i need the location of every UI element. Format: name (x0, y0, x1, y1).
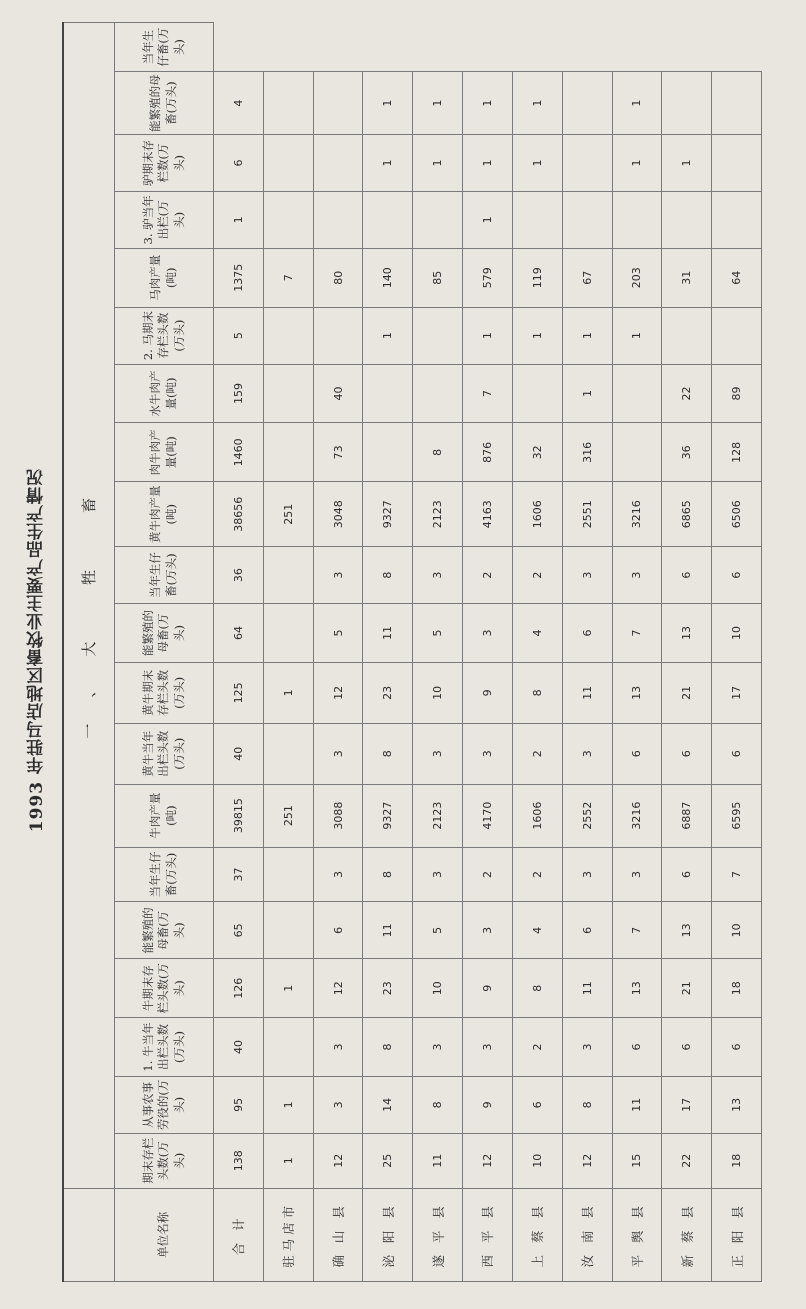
table-cell: 3 (313, 1076, 363, 1133)
table-cell: 1606 (512, 784, 562, 847)
column-header-6: 当年生仔畜(万头) (115, 847, 214, 902)
table-cell: 3 (562, 847, 612, 902)
row-unit-name: 新 蔡 县 (662, 1188, 712, 1281)
table-cell: 37 (214, 847, 264, 902)
table-cell: 6 (662, 1018, 712, 1077)
table-cell: 18 (712, 959, 762, 1018)
table-cell: 40 (313, 364, 363, 423)
row-unit-name: 正 阳 县 (712, 1188, 762, 1281)
column-header-8: 黄牛当年出栏头数(万头) (115, 723, 214, 784)
table-cell (712, 307, 762, 364)
table-cell: 3 (413, 1018, 463, 1077)
column-header-4: 牛期末存栏头数(万头) (115, 959, 214, 1018)
table-cell (263, 364, 313, 423)
table-cell: 32 (512, 423, 562, 482)
table-cell: 25 (363, 1133, 413, 1188)
table-cell: 1 (463, 307, 513, 364)
column-header-5: 能繁殖的母畜(万头) (115, 902, 214, 959)
table-cell: 8 (363, 723, 413, 784)
table-cell: 12 (463, 1133, 513, 1188)
table-cell: 40 (214, 723, 264, 784)
table-cell (562, 135, 612, 192)
table-cell: 13 (662, 604, 712, 663)
table-cell: 3 (413, 547, 463, 604)
table-cell: 3 (313, 547, 363, 604)
table-cell: 23 (363, 662, 413, 723)
table-cell (313, 135, 363, 192)
table-cell (712, 72, 762, 135)
table-cell: 1 (363, 135, 413, 192)
table-cell: 6506 (712, 482, 762, 547)
table-cell: 4 (512, 902, 562, 959)
table-cell: 1 (612, 72, 662, 135)
table-cell: 1 (512, 135, 562, 192)
table-cell: 3088 (313, 784, 363, 847)
table-cell: 64 (214, 604, 264, 663)
table-cell: 2 (512, 1018, 562, 1077)
table-cell: 12 (313, 959, 363, 1018)
table-cell: 11 (363, 902, 413, 959)
table-cell: 7 (263, 248, 313, 307)
table-cell (313, 191, 363, 248)
table-cell: 5 (413, 902, 463, 959)
table-cell: 36 (662, 423, 712, 482)
row-unit-name: 合 计 (214, 1188, 264, 1281)
table-cell: 12 (562, 1133, 612, 1188)
table-cell: 10 (512, 1133, 562, 1188)
table-cell: 579 (463, 248, 513, 307)
column-header-12: 黄牛肉产量(吨) (115, 482, 214, 547)
column-header-14: 水牛肉产量(吨) (115, 364, 214, 423)
table-cell (363, 364, 413, 423)
table-cell (263, 547, 313, 604)
table-cell: 10 (413, 662, 463, 723)
table-cell: 22 (662, 364, 712, 423)
table-cell: 13 (712, 1076, 762, 1133)
page-title (16, 70, 56, 1230)
table-cell: 6595 (712, 784, 762, 847)
table-cell: 6 (612, 723, 662, 784)
table-cell: 6 (662, 547, 712, 604)
table-cell: 8 (413, 1076, 463, 1133)
table-cell: 64 (712, 248, 762, 307)
table-cell: 251 (263, 482, 313, 547)
table-cell: 876 (463, 423, 513, 482)
table-cell (562, 72, 612, 135)
table-cell: 95 (214, 1076, 264, 1133)
table-cell (662, 191, 712, 248)
table-cell: 1 (363, 307, 413, 364)
table-cell: 8 (413, 423, 463, 482)
section-title: 一、大 牲 畜 (63, 23, 115, 1189)
table-cell: 80 (313, 248, 363, 307)
column-header-11: 当年生仔畜(万头) (115, 547, 214, 604)
table-cell: 6 (313, 902, 363, 959)
column-header-3: 1. 牛当年出栏头数(万头) (115, 1018, 214, 1077)
table-cell: 8 (363, 847, 413, 902)
livestock-table (62, 22, 762, 1282)
column-header-2: 从事农事劳役的(万头) (115, 1076, 214, 1133)
table-cell: 8 (512, 662, 562, 723)
table-cell (363, 191, 413, 248)
column-header-7: 牛肉产量(吨) (115, 784, 214, 847)
column-header-16: 马肉产量(吨) (115, 248, 214, 307)
table-cell: 5 (313, 604, 363, 663)
table-cell (263, 307, 313, 364)
column-header-row (115, 23, 214, 1282)
table-cell: 9327 (363, 482, 413, 547)
table-cell: 3 (463, 902, 513, 959)
table-cell: 8 (363, 1018, 413, 1077)
table-cell: 119 (512, 248, 562, 307)
table-cell: 1 (662, 135, 712, 192)
table-cell: 4 (512, 604, 562, 663)
table-cell: 1 (214, 191, 264, 248)
table-cell: 21 (662, 662, 712, 723)
table-cell: 3 (562, 1018, 612, 1077)
table-cell: 1 (263, 1076, 313, 1133)
table-cell (612, 423, 662, 482)
table-cell (512, 191, 562, 248)
table-cell: 14 (363, 1076, 413, 1133)
table-cell: 39815 (214, 784, 264, 847)
row-unit-name: 西 平 县 (463, 1188, 513, 1281)
table-cell: 2 (512, 847, 562, 902)
table-cell: 159 (214, 364, 264, 423)
table-cell: 125 (214, 662, 264, 723)
table-cell: 2 (463, 547, 513, 604)
table-cell: 2123 (413, 784, 463, 847)
table-cell: 1460 (214, 423, 264, 482)
table-cell: 3216 (612, 482, 662, 547)
table-cell: 1606 (512, 482, 562, 547)
table-cell: 2552 (562, 784, 612, 847)
table-cell: 12 (313, 1133, 363, 1188)
table-cell: 3 (562, 547, 612, 604)
table-cell: 1 (562, 307, 612, 364)
table-cell: 6865 (662, 482, 712, 547)
row-unit-name: 驻马店市 (263, 1188, 313, 1281)
table-cell: 3 (562, 723, 612, 784)
table-cell: 2551 (562, 482, 612, 547)
table-cell (263, 1018, 313, 1077)
table-cell: 17 (712, 662, 762, 723)
table-cell: 1 (562, 364, 612, 423)
table-cell: 11 (612, 1076, 662, 1133)
table-cell: 4 (214, 72, 264, 135)
table-cell: 316 (562, 423, 612, 482)
table-row (512, 23, 562, 1282)
table-cell (263, 902, 313, 959)
column-header-18: 驴期末存栏数(万头) (115, 135, 214, 192)
table-cell: 65 (214, 902, 264, 959)
table-cell: 126 (214, 959, 264, 1018)
table-cell: 1375 (214, 248, 264, 307)
table-cell: 38656 (214, 482, 264, 547)
table-row (413, 23, 463, 1282)
table-cell: 73 (313, 423, 363, 482)
table-cell: 9 (463, 1076, 513, 1133)
table-cell: 23 (363, 959, 413, 1018)
table-cell (263, 723, 313, 784)
row-unit-name: 遂 平 县 (413, 1188, 463, 1281)
table-cell: 1 (463, 191, 513, 248)
table-cell: 1 (363, 72, 413, 135)
row-unit-name: 泌 阳 县 (363, 1188, 413, 1281)
table-cell (712, 191, 762, 248)
table-cell: 5 (413, 604, 463, 663)
table-cell (263, 604, 313, 663)
row-unit-name: 汝 南 县 (562, 1188, 612, 1281)
table-row (263, 23, 313, 1282)
table-cell: 3 (313, 1018, 363, 1077)
section-blank-cell (63, 1188, 115, 1281)
table-cell: 11 (562, 959, 612, 1018)
table-cell: 9 (463, 959, 513, 1018)
table-cell: 3 (463, 1018, 513, 1077)
table-cell: 3048 (313, 482, 363, 547)
table-cell: 67 (562, 248, 612, 307)
table-cell: 89 (712, 364, 762, 423)
table-cell: 1 (413, 135, 463, 192)
table-cell: 6 (662, 847, 712, 902)
table-cell (662, 72, 712, 135)
row-unit-name: 平 舆 县 (612, 1188, 662, 1281)
table-row (313, 23, 363, 1282)
table-cell: 8 (512, 959, 562, 1018)
column-header-13: 肉牛肉产量(吨) (115, 423, 214, 482)
table-cell: 1 (512, 307, 562, 364)
table-row (363, 23, 413, 1282)
table-cell: 6 (562, 902, 612, 959)
table-cell (313, 307, 363, 364)
table-row (463, 23, 513, 1282)
table-cell: 2 (512, 547, 562, 604)
table-cell: 6 (612, 1018, 662, 1077)
section-header-row (63, 23, 115, 1282)
table-cell: 5 (214, 307, 264, 364)
row-unit-name: 上 蔡 县 (512, 1188, 562, 1281)
table-cell: 8 (363, 547, 413, 604)
table-cell: 3 (463, 604, 513, 663)
table-cell: 9 (463, 662, 513, 723)
table-cell: 1 (463, 72, 513, 135)
table-cell: 7 (612, 604, 662, 663)
table-cell: 1 (263, 662, 313, 723)
table-cell (263, 191, 313, 248)
table-cell (612, 191, 662, 248)
column-header-1: 期末存栏头数(万头) (115, 1133, 214, 1188)
table-cell: 1 (512, 72, 562, 135)
column-header-15: 2. 马期末存栏头数(万头) (115, 307, 214, 364)
table-cell: 7 (463, 364, 513, 423)
table-cell: 22 (662, 1133, 712, 1188)
table-cell: 8 (562, 1076, 612, 1133)
table-cell: 6887 (662, 784, 712, 847)
table-cell: 10 (413, 959, 463, 1018)
table-cell (413, 364, 463, 423)
table-cell: 1 (413, 72, 463, 135)
table-cell: 4170 (463, 784, 513, 847)
table-cell: 13 (612, 662, 662, 723)
table-cell: 17 (662, 1076, 712, 1133)
table-cell: 2 (512, 723, 562, 784)
page-title-text: 1993 年驻马店地区畜牧业主要产品生产情况 (26, 467, 47, 833)
table-cell: 140 (363, 248, 413, 307)
table-cell: 7 (712, 847, 762, 902)
table-cell (712, 135, 762, 192)
table-cell: 36 (214, 547, 264, 604)
table-cell: 6 (712, 547, 762, 604)
table-row (214, 23, 264, 1282)
table-cell: 3216 (612, 784, 662, 847)
table-cell: 3 (463, 723, 513, 784)
table-cell: 85 (413, 248, 463, 307)
table-cell (363, 423, 413, 482)
table-cell: 6 (562, 604, 612, 663)
table-cell: 15 (612, 1133, 662, 1188)
table-cell: 1 (612, 135, 662, 192)
table-cell (413, 191, 463, 248)
table-cell: 2 (463, 847, 513, 902)
table-cell: 3 (612, 547, 662, 604)
table-cell: 40 (214, 1018, 264, 1077)
table-cell: 128 (712, 423, 762, 482)
table-cell: 6 (662, 723, 712, 784)
table-cell (263, 423, 313, 482)
table-cell: 11 (562, 662, 612, 723)
column-header-20: 当年生仔畜(万头) (115, 23, 214, 72)
table-row (562, 23, 612, 1282)
row-unit-name: 确 山 县 (313, 1188, 363, 1281)
table-cell (263, 135, 313, 192)
column-header-10: 能繁殖的母畜(万头) (115, 604, 214, 663)
table-cell (662, 307, 712, 364)
table-cell (263, 847, 313, 902)
table-cell: 6 (712, 723, 762, 784)
table-cell: 10 (712, 902, 762, 959)
table-cell: 1 (463, 135, 513, 192)
table-cell: 3 (313, 847, 363, 902)
table-cell: 21 (662, 959, 712, 1018)
table-cell: 12 (313, 662, 363, 723)
table-cell: 1 (263, 1133, 313, 1188)
column-header-17: 3. 驴当年出栏(万头) (115, 191, 214, 248)
table-cell (512, 364, 562, 423)
table-cell (413, 307, 463, 364)
table-cell: 10 (712, 604, 762, 663)
table-cell: 251 (263, 784, 313, 847)
table-row (712, 23, 762, 1282)
table-cell: 1 (263, 959, 313, 1018)
table-cell: 9327 (363, 784, 413, 847)
table-cell: 3 (413, 847, 463, 902)
table-row (662, 23, 712, 1282)
table-cell: 138 (214, 1133, 264, 1188)
table-cell: 6 (214, 135, 264, 192)
table-cell: 1 (612, 307, 662, 364)
table-cell: 11 (363, 604, 413, 663)
table-cell: 3 (313, 723, 363, 784)
table-cell: 31 (662, 248, 712, 307)
table-cell: 6 (512, 1076, 562, 1133)
table-cell (612, 364, 662, 423)
table-cell: 13 (612, 959, 662, 1018)
table-row (612, 23, 662, 1282)
table-cell: 3 (413, 723, 463, 784)
column-header-9: 黄牛期末存栏头数(万头) (115, 662, 214, 723)
table-cell: 7 (612, 902, 662, 959)
table-cell (562, 191, 612, 248)
column-header-19: 能繁殖的母畜(万头) (115, 72, 214, 135)
table-cell: 6 (712, 1018, 762, 1077)
rotated-table-container (62, 22, 762, 1282)
table-cell: 203 (612, 248, 662, 307)
table-cell: 3 (612, 847, 662, 902)
table-cell: 4163 (463, 482, 513, 547)
table-cell (263, 72, 313, 135)
table-cell (313, 72, 363, 135)
table-cell: 13 (662, 902, 712, 959)
table-body (214, 23, 762, 1282)
table-cell: 18 (712, 1133, 762, 1188)
table-cell: 2123 (413, 482, 463, 547)
column-header-0: 单位名称 (115, 1188, 214, 1281)
table-cell: 11 (413, 1133, 463, 1188)
